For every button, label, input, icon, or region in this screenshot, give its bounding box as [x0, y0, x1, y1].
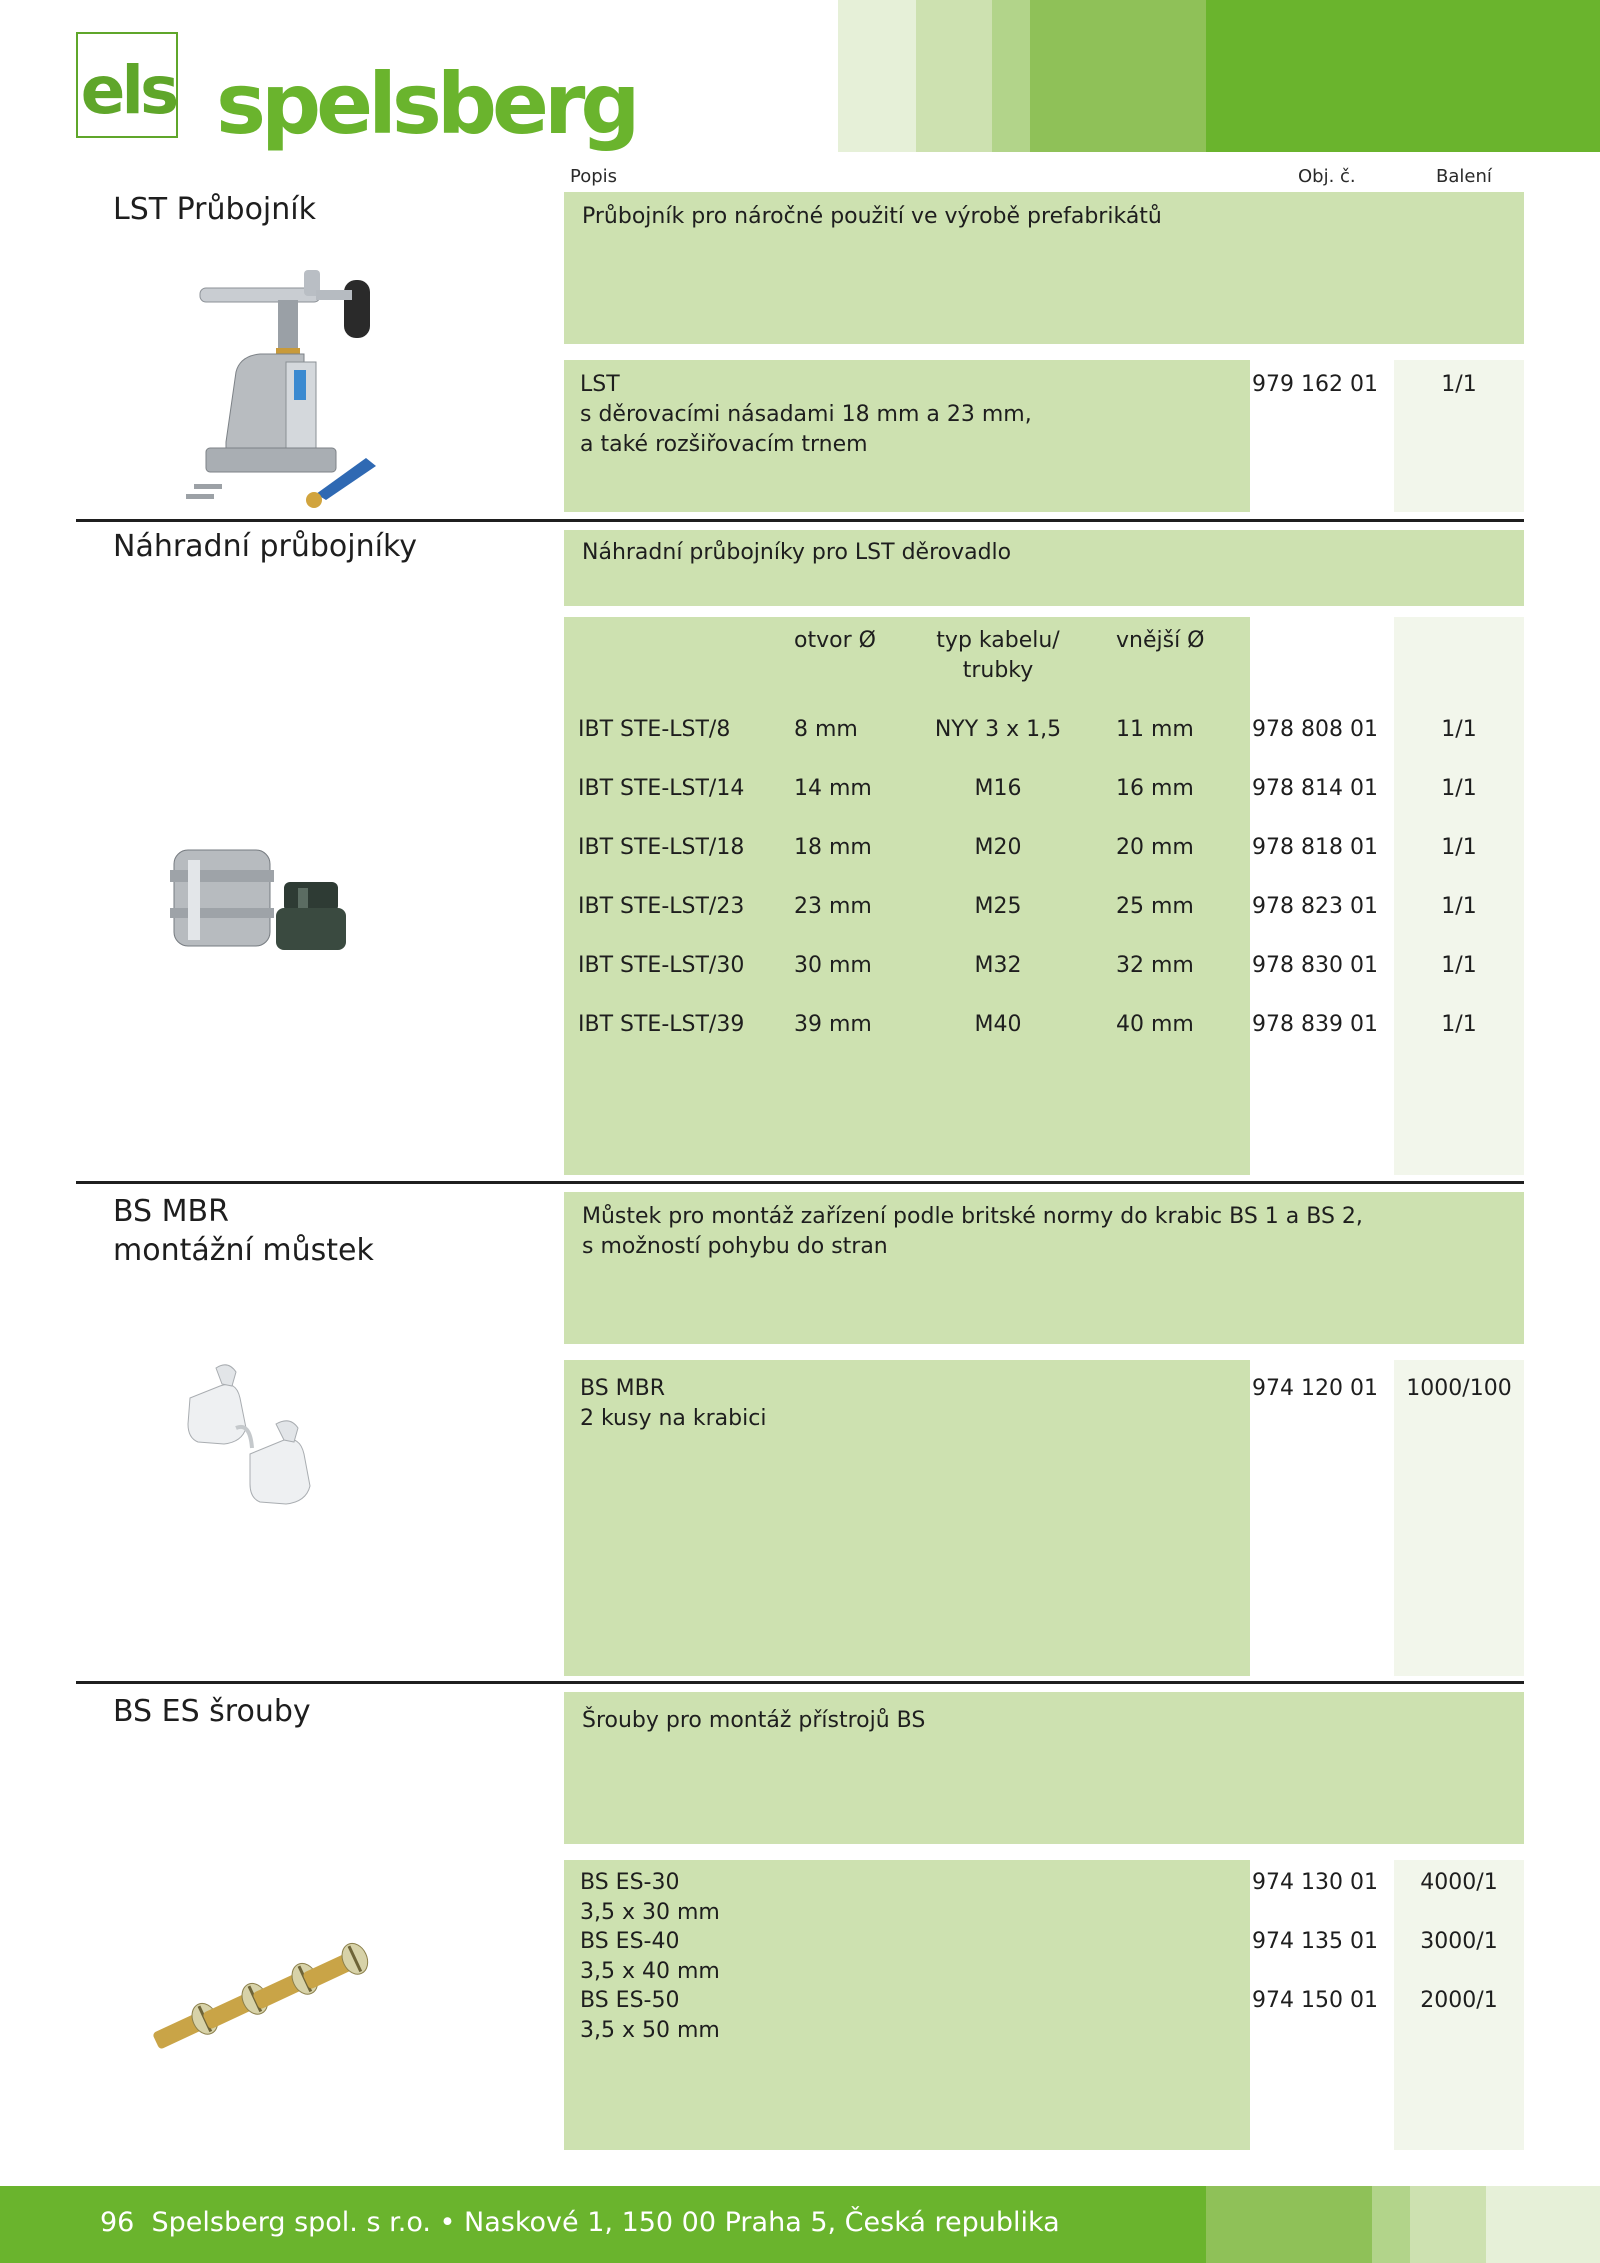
row-pack: 1/1	[1441, 835, 1477, 860]
description-bs-es: Šrouby pro montáž přístrojů BS	[582, 1708, 926, 1733]
screw-pack: 4000/1	[1420, 1870, 1498, 1895]
section-divider-3	[76, 1681, 1524, 1684]
row-obj: 978 823 01	[1252, 894, 1378, 919]
footer-stripe-2	[1372, 2186, 1410, 2263]
screws-image	[148, 1900, 378, 2080]
row-outer: 25 mm	[1116, 894, 1194, 919]
page-number: 96	[100, 2207, 135, 2238]
row-hole: 23 mm	[794, 894, 872, 919]
row-outer: 40 mm	[1116, 1012, 1194, 1037]
spare-punch-image	[168, 830, 358, 970]
screw-pack: 2000/1	[1420, 1988, 1498, 2013]
item-pack-lst: 1/1	[1441, 372, 1477, 397]
footer-stripe-4	[1486, 2186, 1600, 2263]
footer-stripe-3	[1410, 2186, 1486, 2263]
row-outer: 20 mm	[1116, 835, 1194, 860]
row-outer: 16 mm	[1116, 776, 1194, 801]
row-obj: 978 839 01	[1252, 1012, 1378, 1037]
row-pack: 1/1	[1441, 776, 1477, 801]
row-pack: 1/1	[1441, 953, 1477, 978]
screw-description: BS ES-50 3,5 x 50 mm	[580, 1988, 720, 2043]
description-bs-mbr: Můstek pro montáž zařízení podle britské normy do krabic BS 1 a BS 2, s možností pohybu do stran	[582, 1204, 1363, 1259]
item-pack-bs-mbr: 1000/100	[1406, 1376, 1512, 1401]
section-title-spare-punches: Náhradní průbojníky	[113, 529, 418, 564]
logo-short: els	[80, 52, 176, 129]
footer-text	[100, 2207, 1060, 2238]
row-hole: 8 mm	[794, 717, 858, 742]
section-title-bs-mbr: BS MBR montážní můstek	[113, 1194, 374, 1268]
item-description-bs-mbr: BS MBR 2 kusy na krabici	[580, 1376, 767, 1431]
header-stripe-5	[1206, 0, 1600, 152]
row-cable: M20	[974, 835, 1022, 860]
screw-obj: 974 130 01	[1252, 1870, 1378, 1895]
item-description-lst: LST s děrovacími násadami 18 mm a 23 mm, a také rozšiřovacím trnem	[580, 372, 1032, 457]
table-header-cable: typ kabelu/ trubky	[936, 628, 1060, 683]
logo-name: spelsberg	[216, 55, 636, 153]
row-name: IBT STE-LST/14	[578, 776, 745, 801]
table-header-outer: vnější Ø	[1116, 628, 1205, 653]
description-lst: Průbojník pro náročné použití ve výrobě prefabrikátů	[582, 204, 1162, 229]
section-title-bs-es: BS ES šrouby	[113, 1694, 311, 1729]
screw-obj: 974 150 01	[1252, 1988, 1378, 2013]
row-name: IBT STE-LST/23	[578, 894, 745, 919]
item-obj-lst: 979 162 01	[1252, 372, 1378, 397]
screw-description: BS ES-40 3,5 x 40 mm	[580, 1929, 720, 1984]
row-pack: 1/1	[1441, 894, 1477, 919]
header-stripe-1	[838, 0, 916, 152]
column-header-popis: Popis	[570, 166, 618, 187]
column-header-baleni: Balení	[1436, 166, 1492, 187]
row-name: IBT STE-LST/18	[578, 835, 745, 860]
item-obj-bs-mbr: 974 120 01	[1252, 1376, 1378, 1401]
section-divider-2	[76, 1181, 1524, 1184]
row-hole: 30 mm	[794, 953, 872, 978]
screw-obj: 974 135 01	[1252, 1929, 1378, 1954]
screw-pack: 3000/1	[1420, 1929, 1498, 1954]
row-name: IBT STE-LST/30	[578, 953, 745, 978]
description-spare: Náhradní průbojníky pro LST děrovadlo	[582, 540, 1012, 565]
row-hole: 18 mm	[794, 835, 872, 860]
row-cable: M40	[974, 1012, 1022, 1037]
row-pack: 1/1	[1441, 717, 1477, 742]
pack-cell-bs-mbr	[1394, 1360, 1524, 1676]
row-pack: 1/1	[1441, 1012, 1477, 1037]
row-hole: 39 mm	[794, 1012, 872, 1037]
company-address: Spelsberg spol. s r.o. • Naskové 1, 150 00 Praha 5, Česká republika	[151, 2207, 1060, 2238]
row-name: IBT STE-LST/8	[578, 717, 731, 742]
screw-description: BS ES-30 3,5 x 30 mm	[580, 1870, 720, 1925]
section-divider-1	[76, 519, 1524, 522]
table-header-hole: otvor Ø	[794, 628, 876, 653]
row-outer: 11 mm	[1116, 717, 1194, 742]
mounting-bridge-image	[180, 1358, 360, 1528]
header-stripe-3	[992, 0, 1030, 152]
row-cable: M16	[974, 776, 1022, 801]
row-name: IBT STE-LST/39	[578, 1012, 745, 1037]
obj-cell-bs-mbr	[1250, 1360, 1394, 1676]
column-header-obj: Obj. č.	[1298, 166, 1356, 187]
row-hole: 14 mm	[794, 776, 872, 801]
footer-stripe-1	[1206, 2186, 1372, 2263]
header-stripe-4	[1030, 0, 1206, 152]
header-stripe-2	[916, 0, 992, 152]
row-obj: 978 830 01	[1252, 953, 1378, 978]
punch-tool-image	[186, 262, 396, 512]
row-obj: 978 818 01	[1252, 835, 1378, 860]
row-cable: NYY 3 x 1,5	[934, 717, 1062, 742]
row-cable: M32	[974, 953, 1022, 978]
row-cable: M25	[974, 894, 1022, 919]
row-obj: 978 808 01	[1252, 717, 1378, 742]
section-title-lst: LST Průbojník	[113, 192, 316, 227]
row-obj: 978 814 01	[1252, 776, 1378, 801]
row-outer: 32 mm	[1116, 953, 1194, 978]
